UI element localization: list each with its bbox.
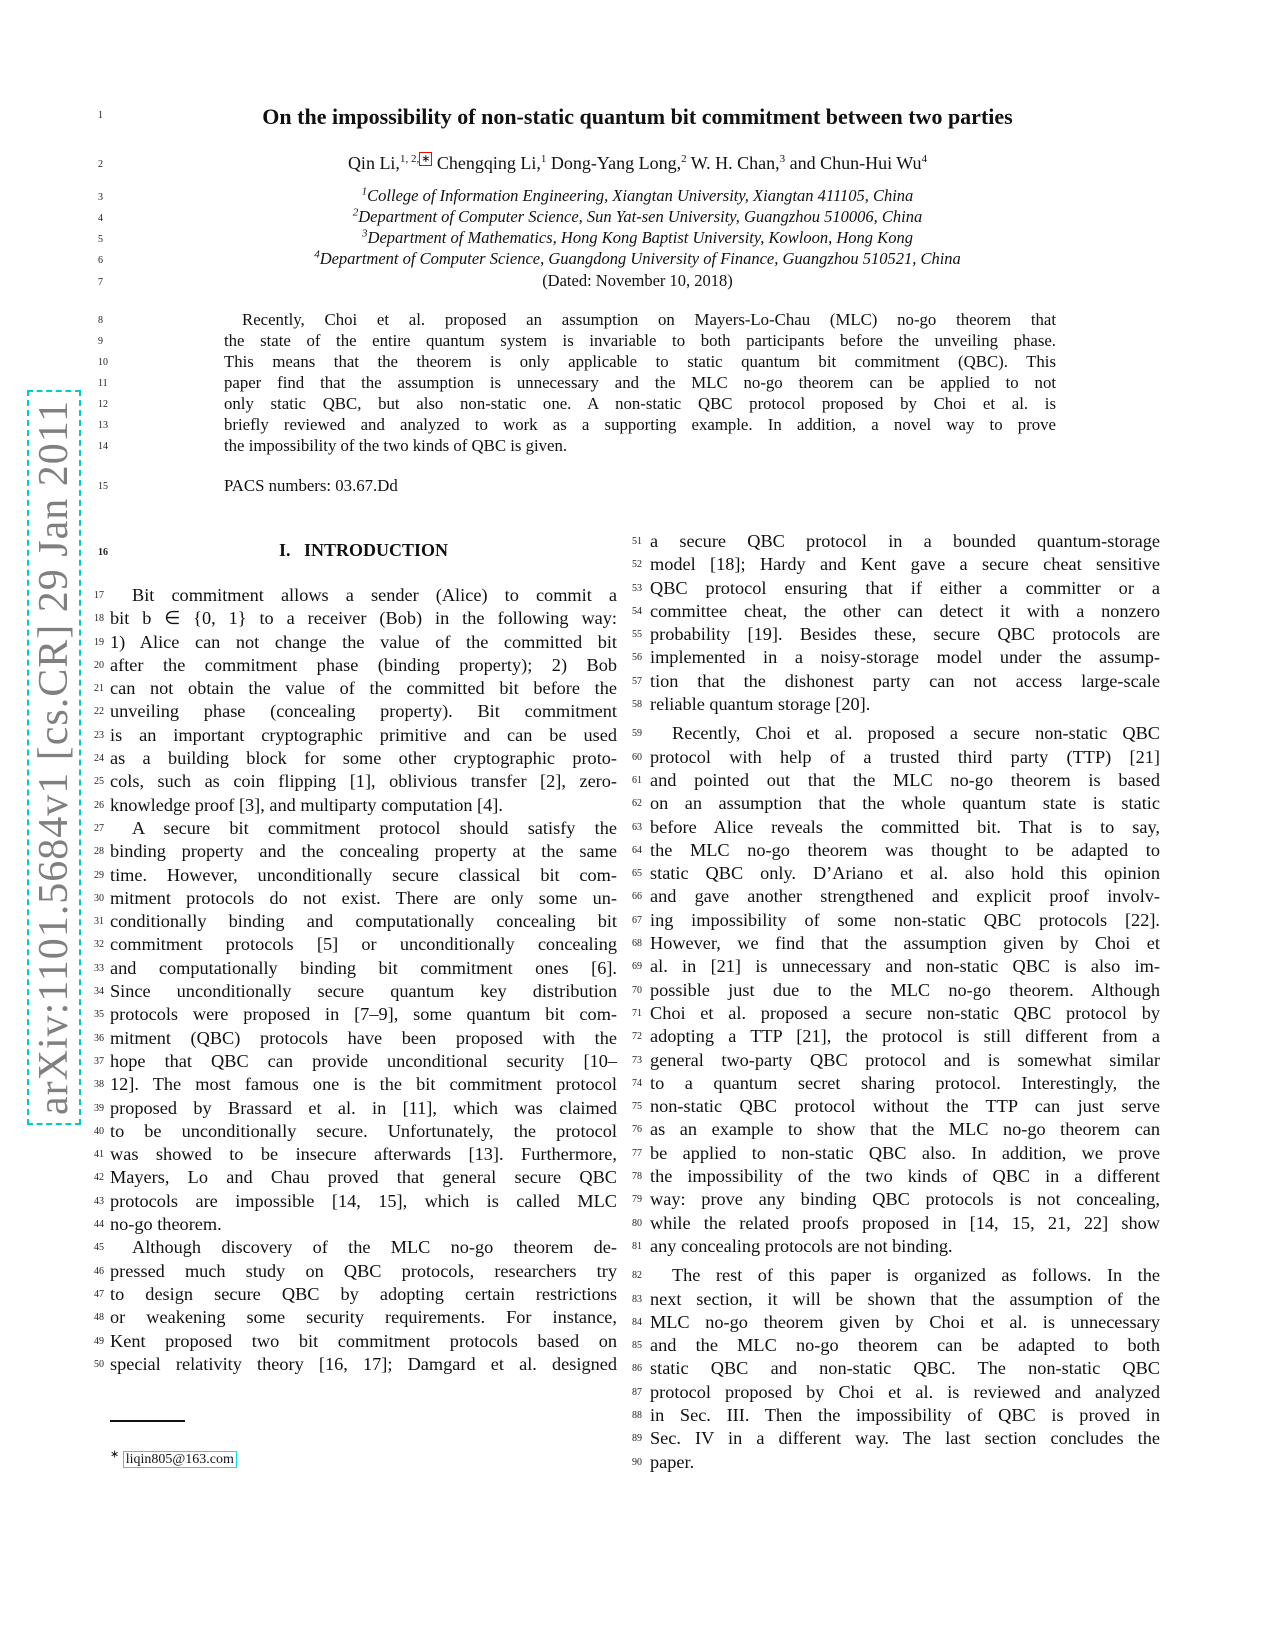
line-number: 36 — [94, 1032, 104, 1044]
text-line: 46 pressed much study on QBC protocols, researchers try — [110, 1260, 617, 1283]
text-line: 51 a secure QBC protocol in a bounded quantum-storage — [650, 530, 1160, 553]
line-number: 22 — [94, 706, 104, 718]
footnote-rule — [110, 1420, 185, 1422]
text-line: 50 special relativity theory [16, 17]; Damgard et al. designed — [110, 1353, 617, 1376]
line-number: 54 — [632, 605, 642, 617]
line-number: 62 — [632, 798, 642, 810]
line-number: 60 — [632, 751, 642, 763]
line-number: 42 — [94, 1172, 104, 1184]
text-line: 82 The rest of this paper is organized as follows. In the — [650, 1264, 1160, 1287]
line-number: 67 — [632, 914, 642, 926]
text-line: 52 model [18]; Hardy and Kent gave a secure cheat sensitive — [650, 553, 1160, 576]
text-line: 44 no-go theorem. — [110, 1213, 617, 1236]
text-line: 18 bit b ∈ {0, 1} to a receiver (Bob) in the following way: — [110, 607, 617, 630]
text-line: 78 the impossibility of the two kinds of QBC in a different — [650, 1165, 1160, 1188]
line-number: 18 — [94, 613, 104, 625]
text-line: 53 QBC protocol ensuring that if either a committer or a — [650, 577, 1160, 600]
line-number: 21 — [94, 683, 104, 695]
text-line: 89 Sec. IV in a different way. The last section concludes the — [650, 1427, 1160, 1450]
line-number: 27 — [94, 822, 104, 834]
line-number: 79 — [632, 1194, 642, 1206]
affiliation: Department of Computer Science, Guangdong University of Finance, Guangzhou 510521, China — [319, 249, 961, 268]
line-number: 34 — [94, 986, 104, 998]
abstract-line: 9 the state of the entire quantum system is invariable to both participants before the unveiling phase. — [98, 331, 1056, 350]
text-line: 61 and pointed out that the MLC no-go theorem is based — [650, 769, 1160, 792]
text-line: 32 commitment protocols [5] or unconditionally concealing — [110, 933, 617, 956]
text-line: 60 protocol with help of a trusted third party (TTP) [21] — [650, 746, 1160, 769]
text-line: 75 non-static QBC protocol without the TTP can just serve — [650, 1095, 1160, 1118]
text-line: 63 before Alice reveals the committed bit. That is to say, — [650, 816, 1160, 839]
line-number: 33 — [94, 962, 104, 974]
author-name: Dong-Yang Long, — [550, 153, 682, 173]
text-line: 65 static QBC only. D’Ariano et al. also hold this opinion — [650, 862, 1160, 885]
line-number: 31 — [94, 916, 104, 928]
text-line: 20 after the commitment phase (binding property); 2) Bob — [110, 654, 617, 677]
text-line: 56 implemented in a noisy-storage model under the assump- — [650, 646, 1160, 669]
line-number: 59 — [632, 728, 642, 740]
text-line: 45 Although discovery of the MLC no-go theorem de- — [110, 1236, 617, 1259]
line-number: 37 — [94, 1055, 104, 1067]
abstract-line: 11 paper find that the assumption is unnecessary and the MLC no-go theorem can be applied to not — [98, 373, 1056, 392]
pacs-numbers: PACS numbers: 03.67.Dd — [224, 476, 398, 495]
line-number: 32 — [94, 939, 104, 951]
line-number: 57 — [632, 675, 642, 687]
arxiv-identifier-stamp[interactable]: arXiv:1101.5684v1 [cs.CR] 29 Jan 2011 — [27, 390, 81, 1125]
line-number: 19 — [94, 636, 104, 648]
line-number: 50 — [94, 1358, 104, 1370]
abstract-line: 13 briefly reviewed and analyzed to work as a supporting example. In addition, a novel way to prove — [98, 415, 1056, 434]
line-number: 80 — [632, 1217, 642, 1229]
line-number: 41 — [94, 1149, 104, 1161]
abstract-line: 10 This means that the theorem is only applicable to static quantum bit commitment (QBC). This — [98, 352, 1056, 371]
text-line: 68 However, we find that the assumption given by Choi et — [650, 932, 1160, 955]
text-line: 87 protocol proposed by Choi et al. is reviewed and analyzed — [650, 1381, 1160, 1404]
text-line: 64 the MLC no-go theorem was thought to be adapted to — [650, 839, 1160, 862]
line-number: 82 — [632, 1270, 642, 1282]
text-line: 22 unveiling phase (concealing property). Bit commitment — [110, 700, 617, 723]
paper-title: On the impossibility of non-static quantum bit commitment between two parties — [262, 104, 1013, 129]
text-line: 73 general two-party QBC protocol and is somewhat similar — [650, 1049, 1160, 1072]
date-stamp: (Dated: November 10, 2018) — [542, 271, 733, 290]
line-number: 47 — [94, 1288, 104, 1300]
line-number: 64 — [632, 844, 642, 856]
line-number: 73 — [632, 1054, 642, 1066]
text-line: 77 be applied to non-static QBC also. In addition, we prove — [650, 1142, 1160, 1165]
line-number: 87 — [632, 1386, 642, 1398]
text-line: 21 can not obtain the value of the committed bit before the — [110, 677, 617, 700]
text-line: 31 conditionally binding and computationally concealing bit — [110, 910, 617, 933]
text-line: 55 probability [19]. Besides these, secure QBC protocols are — [650, 623, 1160, 646]
text-line: 72 adopting a TTP [21], the protocol is still different from a — [650, 1025, 1160, 1048]
line-number: 43 — [94, 1195, 104, 1207]
line-number: 25 — [94, 776, 104, 788]
line-number: 45 — [94, 1242, 104, 1254]
line-number: 44 — [94, 1219, 104, 1231]
text-line: 37 hope that QBC can provide unconditional security [10– — [110, 1050, 617, 1073]
line-number: 76 — [632, 1124, 642, 1136]
paper-page: arXiv:1101.5684v1 [cs.CR] 29 Jan 2011 1 On the impossibility of non-static quantum bit commitment between two parties 2 Qin Li,$^{1, 2,}$ ∗ Chengqing Li,$^1$ Dong-Yang Long,$^2$ W. H. Chan,$^3$ and Chun-Hui Wu$^4$ 3 $^1$College of Information Engineering, Xiangtan University, Xiangtan 411105, China 4 $^2$Department of Computer Science, Sun Yat-sen University, Guangzhou 510006, China 5 $^3$Department of Mathematics, Hong Kong Baptist University, Kowloon, Hong Kong 6 $^4$Department of Computer Science, Guangdong University of Finance, Guangzhou 510521, China 7 (Dated: November 10, 2018) 8 Recently, Choi et al. proposed an assumption on Mayers-Lo-Chau (MLC) no-go theorem that 9 the state of the entire quantum system is invariable to both participants before the unveiling phase. 10 This means that the theorem is only applicable to static quantum bit commitment (QBC). This 11 paper find that the assumption is unnecessary and the MLC no-go theorem can be applied to not 12 only static QBC, but also non-static one. A non-static QBC protocol proposed by Choi et al. is 13 briefly reviewed and analyzed to work as a supporting example. In addition, a novel way to prove 14 the impossibility of the two kinds of QBC is given. 15 PACS numbers: 03.67.Dd 16 I. INTRODUCTION 17 Bit commitment allows a sender (Alice) to commit a 18 bit b ∈ {0, 1} to a receiver (Bob) in the following way: 19 1) Alice can not change the value of the committed bit 20 after the commitment phase (binding property); 2) Bob 21 can not obtain the value of the committed bit before the 22 unveiling phase (concealing property). Bit commitment 23 is an important cryptographic primitive and can be used 24 as a building block for some other cryptographic proto- 25 cols, such as coin flipping [1], oblivious transfer [2], zero- 26 knowledge proof [3], and multiparty computation [4]. 27 A secure bit commitment protocol should satisfy the 28 binding property and the concealing property at the same 29 time. However, unconditionally secure classical bit com- 30 mitment protocols do not exist. There are only some un- 31 conditionally binding and computationally concealing bit 32 commitment protocols [5] or unconditionally concealing 33 and computationally binding bit commitment ones [6]. 34 Since unconditionally secure quantum key distribution 35 protocols were proposed in [7–9], some quantum bit com- 36 mitment (QBC) protocols have been proposed with the 37 hope that QBC can provide unconditional security [10– 38 12]. The most famous one is the bit commitment protocol 39 proposed by Brassard et al. in [11], which was claimed 40 to be unconditionally secure. Unfortunately, the protocol 41 was showed to be insecure afterwards [13]. Furthermore, 42 Mayers, Lo and Chau proved that general secure QBC 43 protocols are impossible [14, 15], which is called MLC 44 no-go theorem. 45 Although discovery of the MLC no-go theorem de- 46 pressed much study on QBC protocols, researchers try 47 to design secure QBC by adopting certain restrictions 48 or weakening some security requirements. For instance, 49 Kent proposed two bit commitment protocols based on 50 special relativity theory [16, 17]; Damgard et al. designed 51 a secure QBC protocol in a bounded quantum-storage 52 model [18]; Hardy and Kent gave a secure cheat sensitive 53 QBC protocol ensuring that if either a committer or a 54 committee cheat, the other can detect it with a nonzero 55 probability [19]. Besides these, secure QBC protocols are 56 implemented in a noisy-storage model under the assump- 57 tion that the dishonest party can not access large-scale 58 reliable quantum storage [20]. 59 Recently, Choi et al. proposed a secure non-static QBC 60 protocol with help of a trusted third party (TTP) [21] 61 and pointed out that the MLC no-go theorem is based 62 on an assumption that the whole quantum state is static 63 before Alice reveals the committed bit. That is to say, 64 the MLC no-go theorem was thought to be adapted to 65 static QBC only. D’Ariano et al. also hold this opinion 66 and gave another strengthened and explicit proof involv- 67 ing impossibility of some non-static QBC protocols [22]. 68 However, we find that the assumption given by Choi et 69 al. in [21] is unnecessary and non-static QBC is also im- 70 possible just due to the MLC no-go theorem. Although 71 Choi et al. proposed a secure non-static QBC protocol by 72 adopting a TTP [21], the protocol is still different from a 73 general two-party QBC protocol and is somewhat similar 74 to a quantum secret sharing protocol. Interestingly, the 75 non-static QBC protocol without the TTP can just serve 76 as an example to show that the MLC no-go theorem can 77 be applied to non-static QBC also. In addition, we prove 78 the impossibility of the two kinds of QBC in a different 79 way: prove any binding QBC protocols is not concealing, 80 while the related proofs proposed in [14, 15, 21, 22] show 81 any concealing protocols are not binding. 82 The rest of this paper is organized as follows. In the 83 next section, it will be shown that the assumption of the 84 MLC no-go theorem given by Choi et al. is unnecessary 85 and the MLC no-go theorem can be adapted to both 86 static QBC and non-static QBC. The non-static QBC 87 protocol proposed by Choi et al. is reviewed and analyzed 88 in Sec. III. Then the impossibility of QBC is proved in 89 Sec. IV in a different way. The last section concludes the 90 paper. ∗ liqin805@163.com — [0, 0, 1275, 1650]
line-number: 75 — [632, 1101, 642, 1113]
author-name: and Chun-Hui Wu — [789, 153, 922, 173]
text-line: 84 MLC no-go theorem given by Choi et al. is unnecessary — [650, 1311, 1160, 1334]
text-line: 47 to design secure QBC by adopting certain restrictions — [110, 1283, 617, 1306]
author-email-link[interactable]: liqin805@163.com — [123, 1451, 237, 1468]
text-line: 74 to a quantum secret sharing protocol. Interestingly, the — [650, 1072, 1160, 1095]
line-number: 26 — [94, 799, 104, 811]
text-line: 40 to be unconditionally secure. Unfortunately, the protocol — [110, 1120, 617, 1143]
line-number: 81 — [632, 1240, 642, 1252]
text-line: 88 in Sec. III. Then the impossibility of QBC is proved in — [650, 1404, 1160, 1427]
section-heading: 16 I. INTRODUCTION — [98, 540, 449, 560]
text-line: 33 and computationally binding bit commitment ones [6]. — [110, 957, 617, 980]
text-line: 28 binding property and the concealing property at the same — [110, 840, 617, 863]
text-line: 23 is an important cryptographic primitive and can be used — [110, 724, 617, 747]
line-number: 20 — [94, 659, 104, 671]
text-line: 66 and gave another strengthened and explicit proof involv- — [650, 885, 1160, 908]
text-line: 79 way: prove any binding QBC protocols is not concealing, — [650, 1188, 1160, 1211]
text-line: 25 cols, such as coin flipping [1], oblivious transfer [2], zero- — [110, 770, 617, 793]
line-number: 88 — [632, 1409, 642, 1421]
line-number: 46 — [94, 1265, 104, 1277]
line-number: 86 — [632, 1363, 642, 1375]
text-line: 49 Kent proposed two bit commitment protocols based on — [110, 1330, 617, 1353]
line-number: 71 — [632, 1007, 642, 1019]
line-number: 90 — [632, 1456, 642, 1468]
footnote: ∗ liqin805@163.com — [110, 1452, 237, 1468]
line-number: 35 — [94, 1009, 104, 1021]
line-number: 23 — [94, 729, 104, 741]
line-number: 29 — [94, 869, 104, 881]
author-name: Qin Li, — [347, 153, 400, 173]
affiliation: Department of Mathematics, Hong Kong Baptist University, Kowloon, Hong Kong — [367, 228, 913, 247]
author-name: W. H. Chan, — [690, 153, 780, 173]
text-line: 36 mitment (QBC) protocols have been proposed with the — [110, 1027, 617, 1050]
line-number: 83 — [632, 1293, 642, 1305]
line-number: 84 — [632, 1316, 642, 1328]
text-line: 58 reliable quantum storage [20]. — [650, 693, 1160, 716]
left-column — [94, 584, 617, 1376]
text-line: 29 time. However, unconditionally secure classical bit com- — [110, 864, 617, 887]
text-line: 17 Bit commitment allows a sender (Alice) to commit a — [110, 584, 617, 607]
line-number: 77 — [632, 1147, 642, 1159]
line-number: 63 — [632, 821, 642, 833]
line-number: 72 — [632, 1031, 642, 1043]
abstract-line: 12 only static QBC, but also non-static one. A non-static QBC protocol proposed by Choi et al. is — [98, 394, 1056, 413]
line-number: 61 — [632, 774, 642, 786]
text-line: 81 any concealing protocols are not binding. — [650, 1235, 1160, 1258]
text-line: 41 was showed to be insecure afterwards [13]. Furthermore, — [110, 1143, 617, 1166]
text-line: 34 Since unconditionally secure quantum key distribution — [110, 980, 617, 1003]
line-number: 89 — [632, 1433, 642, 1445]
text-line: 48 or weakening some security requirements. For instance, — [110, 1306, 617, 1329]
text-line: 27 A secure bit commitment protocol should satisfy the — [110, 817, 617, 840]
text-line: 69 al. in [21] is unnecessary and non-static QBC is also im- — [650, 955, 1160, 978]
line-number: 55 — [632, 629, 642, 641]
abstract-line: 8 Recently, Choi et al. proposed an assumption on Mayers-Lo-Chau (MLC) no-go theorem that — [98, 310, 1056, 329]
line-number: 56 — [632, 652, 642, 664]
text-line: 62 on an assumption that the whole quantum state is static — [650, 792, 1160, 815]
text-line: 24 as a building block for some other cryptographic proto- — [110, 747, 617, 770]
text-line: 38 12]. The most famous one is the bit commitment protocol — [110, 1073, 617, 1096]
line-number: 74 — [632, 1077, 642, 1089]
pacs-line: 15 PACS numbers: 03.67.Dd — [98, 476, 398, 495]
line-number: 53 — [632, 582, 642, 594]
line-number: 65 — [632, 868, 642, 880]
line-number: 52 — [632, 559, 642, 571]
text-line: 43 protocols are impossible [14, 15], which is called MLC — [110, 1190, 617, 1213]
line-number: 48 — [94, 1312, 104, 1324]
line-number: 40 — [94, 1125, 104, 1137]
author-list: Qin Li,$^{1, 2,}$ ∗ Chengqing Li,$^1$ Dong-Yang Long,$^2$ W. H. Chan,$^3$ and Chun-Hui Wu$^4$ — [347, 153, 928, 173]
text-line: 86 static QBC and non-static QBC. The non-static QBC — [650, 1357, 1160, 1380]
author-name: Chengqing Li, — [436, 153, 541, 173]
line-number: 39 — [94, 1102, 104, 1114]
text-line: 90 paper. — [650, 1451, 1160, 1474]
text-line: 57 tion that the dishonest party can not access large-scale — [650, 670, 1160, 693]
text-line: 80 while the related proofs proposed in [14, 15, 21, 22] show — [650, 1212, 1160, 1235]
text-line: 59 Recently, Choi et al. proposed a secure non-static QBC — [650, 722, 1160, 745]
line-number: 69 — [632, 961, 642, 973]
text-line: 30 mitment protocols do not exist. There are only some un- — [110, 887, 617, 910]
text-line: 54 committee cheat, the other can detect it with a nonzero — [650, 600, 1160, 623]
line-number: 70 — [632, 984, 642, 996]
line-number: 38 — [94, 1079, 104, 1091]
line-number: 30 — [94, 892, 104, 904]
text-line: 67 ing impossibility of some non-static QBC protocols [22]. — [650, 909, 1160, 932]
right-column — [632, 530, 1160, 1474]
line-number: 85 — [632, 1340, 642, 1352]
text-line: 26 knowledge proof [3], and multiparty computation [4]. — [110, 794, 617, 817]
section-title: INTRODUCTION — [303, 540, 449, 560]
text-line: 85 and the MLC no-go theorem can be adapted to both — [650, 1334, 1160, 1357]
affiliation: College of Information Engineering, Xiangtan University, Xiangtan 411105, China — [367, 186, 914, 205]
affiliation: Department of Computer Science, Sun Yat-sen University, Guangzhou 510006, China — [358, 207, 923, 226]
text-line: 76 as an example to show that the MLC no-go theorem can — [650, 1118, 1160, 1141]
text-line: 19 1) Alice can not change the value of the committed bit — [110, 631, 617, 654]
line-number: 68 — [632, 938, 642, 950]
text-line: 83 next section, it will be shown that the assumption of the — [650, 1288, 1160, 1311]
section-number: I. — [278, 540, 291, 560]
line-number: 24 — [94, 753, 104, 765]
text-line: 42 Mayers, Lo and Chau proved that general secure QBC — [110, 1166, 617, 1189]
text-line: 70 possible just due to the MLC no-go theorem. Although — [650, 979, 1160, 1002]
corresponding-author-link[interactable]: ∗ — [421, 153, 431, 165]
line-number: 58 — [632, 699, 642, 711]
line-number: 28 — [94, 846, 104, 858]
line-number: 17 — [94, 590, 104, 601]
abstract-line: 14 the impossibility of the two kinds of QBC is given. — [98, 436, 568, 455]
line-number: 66 — [632, 891, 642, 903]
line-number: 51 — [632, 536, 642, 547]
text-line: 71 Choi et al. proposed a secure non-static QBC protocol by — [650, 1002, 1160, 1025]
text-line: 39 proposed by Brassard et al. in [11], which was claimed — [110, 1097, 617, 1120]
text-line: 35 protocols were proposed in [7–9], some quantum bit com- — [110, 1003, 617, 1026]
line-number: 49 — [94, 1335, 104, 1347]
line-number: 78 — [632, 1171, 642, 1183]
